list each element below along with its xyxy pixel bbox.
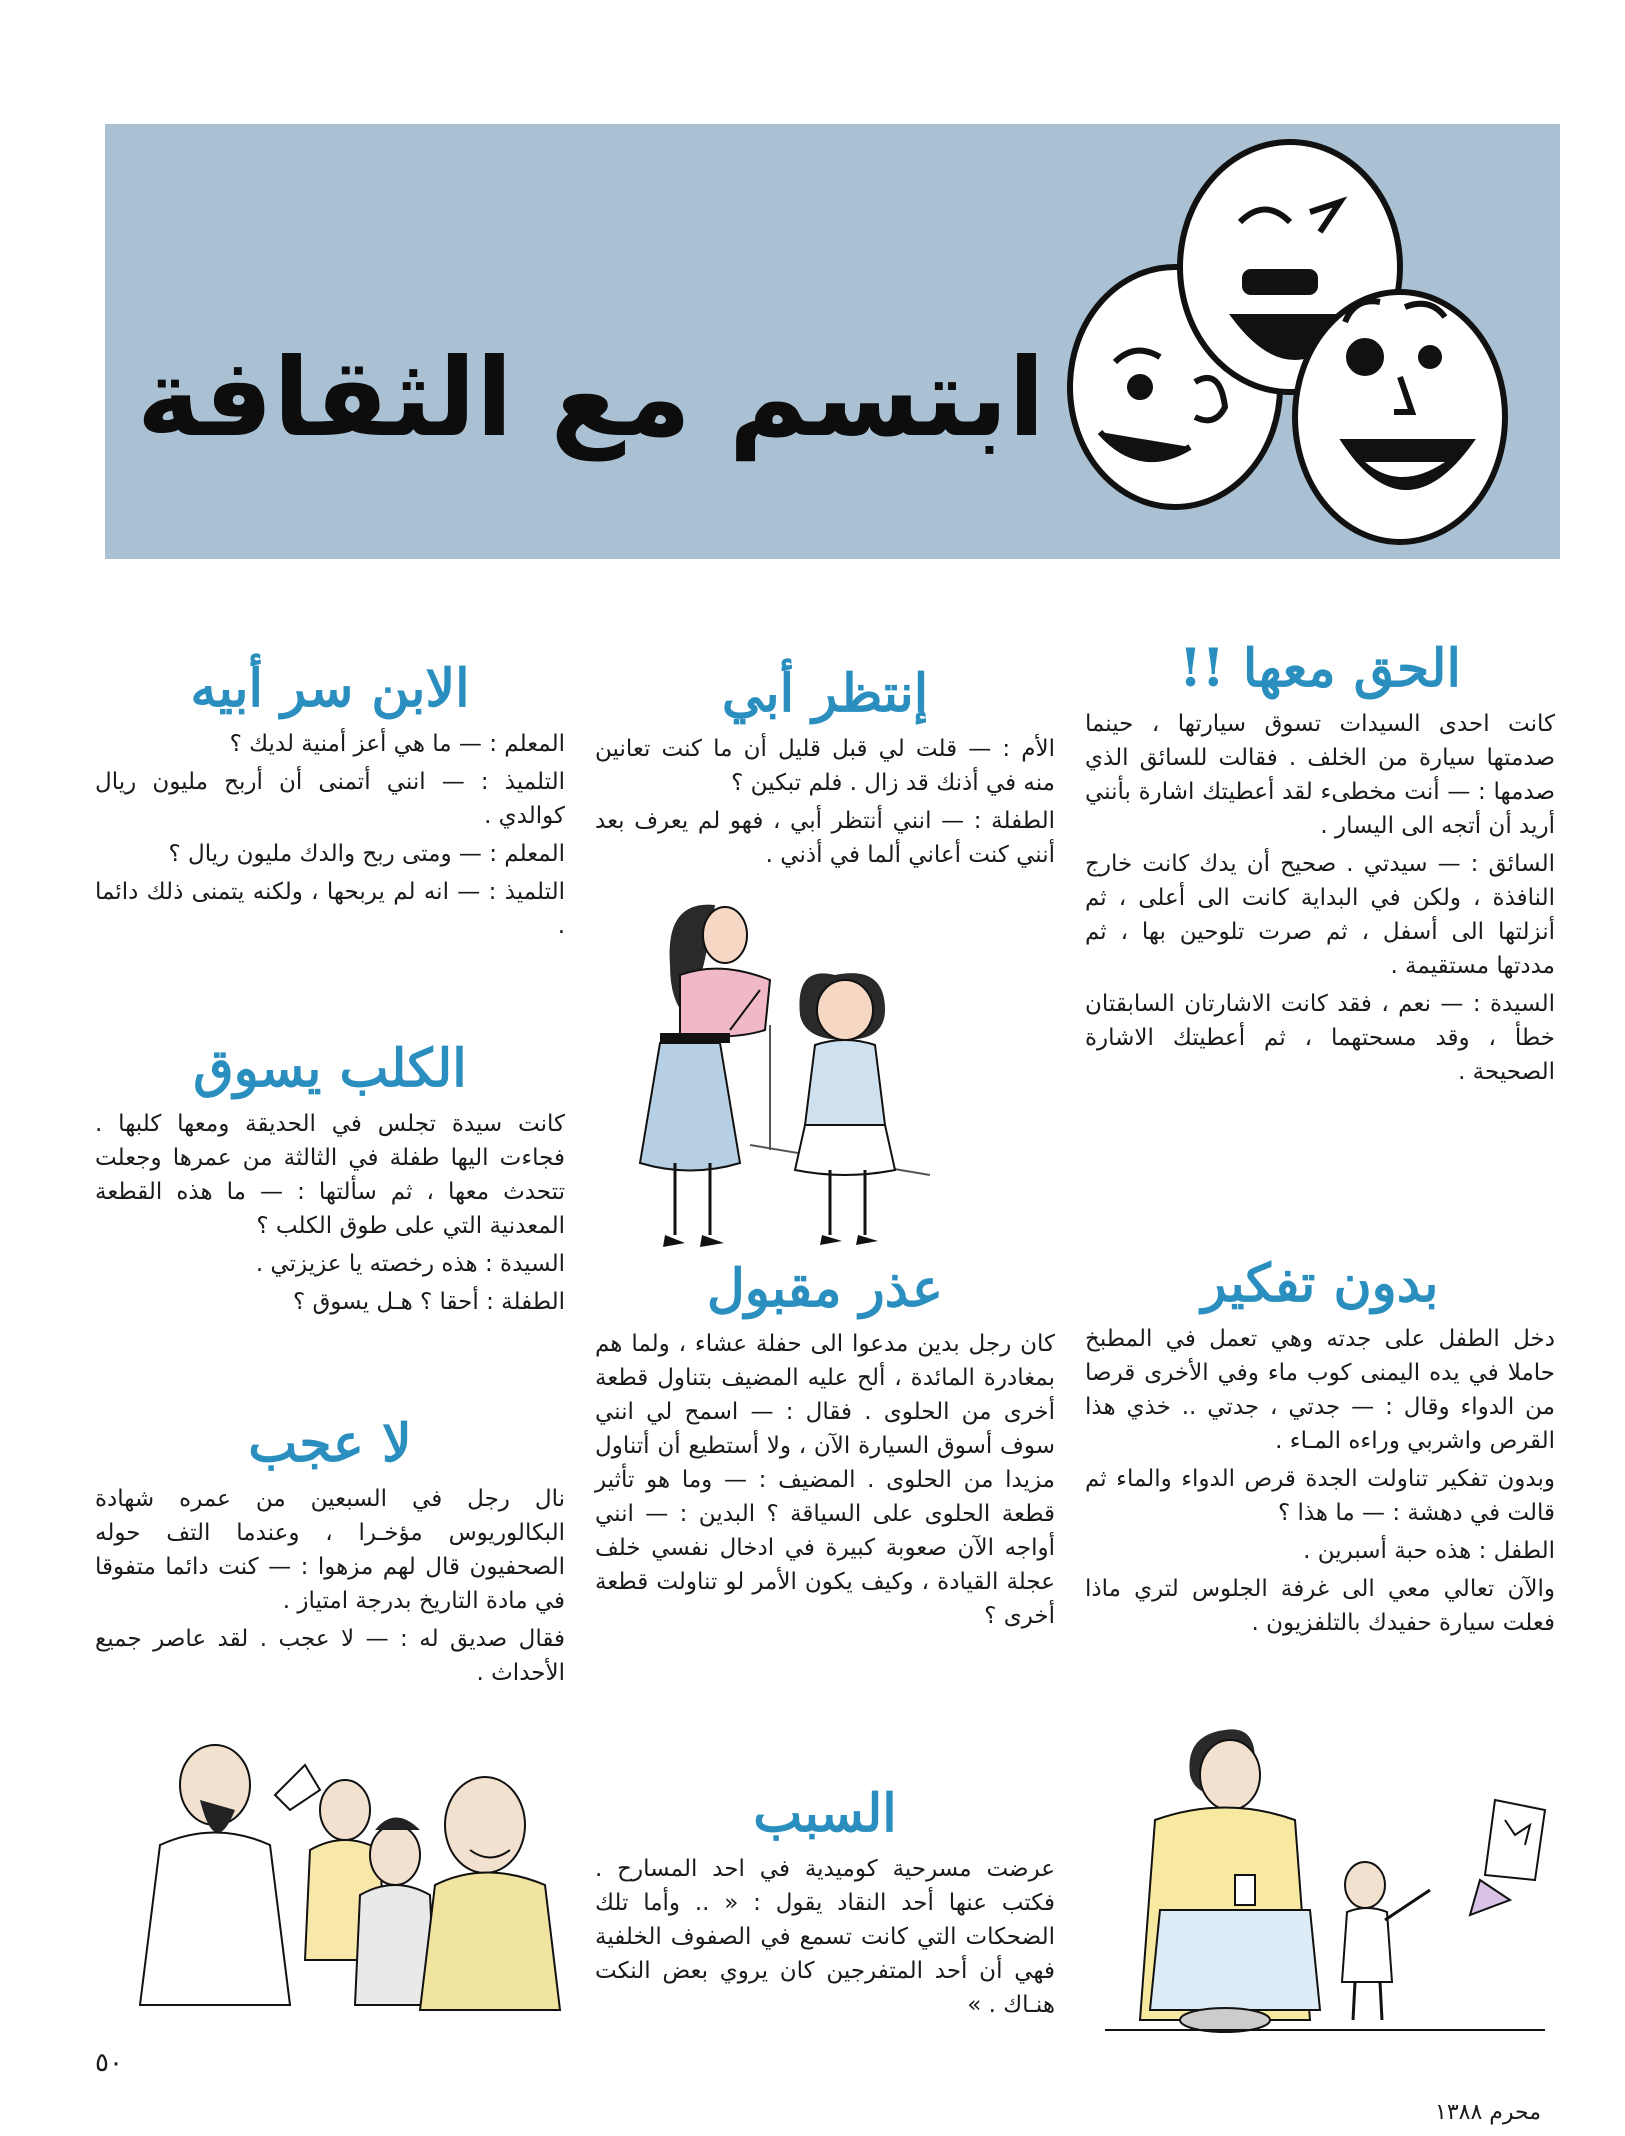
- story-paragraph: المعلم : — ومتى ربح والدك مليون ريال ؟: [168, 841, 565, 868]
- reporters-illustration: [130, 1725, 570, 2015]
- story-paragraph: الطفلة : — انني أنتظر أبي ، فهو لم يعرف بعد أنني كنت أعاني ألما في أذني .: [595, 808, 1055, 869]
- story-mid-bottom: [595, 1785, 1055, 2026]
- story-title: عذر مقبول: [706, 1258, 944, 1319]
- story-paragraph: عرضت مسرحية كوميدية في احد المسارح . فكتب عنها أحد النقاد يقول : « .. وأما تلك الضحكات التي كانت تسمع في الصفوف الخلفية فهي أن أحد المتفرجين كان يروي بعض النكت هنـاك . »: [595, 1856, 1055, 2019]
- story-paragraph: السائق : — سيدتي . صحيح أن يدك كانت خارج النافذة ، ولكن في البداية كانت الى أعلى ، ثم أنزلتها الى أسفل ، ثم صرت تلوحين بها ، ثم مددتها مستقيمة .: [1085, 851, 1555, 980]
- story-paragraph: التلميذ : — انني أتمنى أن أربح مليون ريال كوالدي .: [95, 769, 565, 830]
- story-right-top: [1085, 640, 1555, 1093]
- story-paragraph: الطفلة : أحقا ؟ هـل يسوق ؟: [292, 1289, 565, 1316]
- issue-date: محرم ١٣٨٨: [1435, 2100, 1542, 2125]
- story-title: لا عجب: [248, 1413, 412, 1474]
- story-paragraph: السيدة : هذه رخصته يا عزيزتي .: [255, 1251, 565, 1278]
- story-paragraph: التلميذ : — انه لم يربحها ، ولكنه يتمنى ذلك دائما .: [95, 879, 565, 940]
- mother-child-illustration: [630, 895, 960, 1285]
- story-paragraph: نال رجل في السبعين من عمره شهادة البكالوريوس مؤخـرا ، وعندما التف حوله الصحفيون قال لهم مزهوا : — كنت دائما متفوقا في مادة التاريخ بدرجة امتياز .: [95, 1486, 565, 1615]
- story-left-top: [95, 660, 565, 947]
- page-number: ٥٠: [95, 2048, 123, 2078]
- story-title: بدون تفكير: [1201, 1253, 1439, 1314]
- story-left-middle: [95, 1040, 565, 1323]
- story-title: السبب: [753, 1783, 897, 1844]
- story-right-bottom: [1085, 1255, 1555, 1644]
- story-paragraph: فقال صديق له : — لا عجب . لقد عاصر جميع الأحداث .: [95, 1626, 565, 1687]
- story-paragraph: الطفل : هذه حبة أسبرين .: [1303, 1538, 1555, 1565]
- header-banner: [105, 124, 1560, 559]
- story-paragraph: المعلم : — ما هي أعز أمنية لديك ؟: [229, 731, 565, 758]
- laughing-faces-illustration: [1045, 132, 1515, 552]
- story-paragraph: كان رجل بدين مدعوا الى حفلة عشاء ، ولما هم بمغادرة المائدة ، ألح عليه المضيف بتناول قطعة أخرى من الحلوى . فقال : — اسمح لي انني سوف أسوق السيارة الآن ، ولا أستطيع أن أتناول مزيدا من الحلوى . المضيف : — وما هو تأثير قطعة الحلوى على السياقة ؟ البدين : — انني أواجه الآن صعوبة كبيرة في ادخال نفسي خلف عجلة القيادة ، وكيف يكون الأمر لو تناولت قطعة أخرى ؟: [595, 1331, 1055, 1630]
- story-mid-top: [595, 665, 1055, 876]
- right-face: [1295, 292, 1505, 542]
- story-paragraph: السيدة : — نعم ، فقد كانت الاشارتان السابقتان خطأ ، وقد مسحتهما ، ثم أعطيتك الاشارة الصحيحة .: [1085, 991, 1555, 1086]
- story-left-bottom: [95, 1415, 565, 1694]
- story-paragraph: وبدون تفكير تناولت الجدة قرص الدواء والماء ثم قالت في دهشة : — ما هذا ؟: [1085, 1466, 1555, 1527]
- banner-title: ابتسم مع الثقافة: [136, 336, 1045, 461]
- story-title: الحق معها !!: [1179, 638, 1461, 699]
- story-paragraph: والآن تعالي معي الى غرفة الجلوس لتري ماذا فعلت سيارة حفيدك بالتلفزيون .: [1085, 1576, 1555, 1637]
- grandmother-kitchen-illustration: [1085, 1720, 1555, 2040]
- story-paragraph: الأم : — قلت لي قبل قليل أن ما كنت تعانين منه في أذنك قد زال . فلم تبكين ؟: [595, 736, 1055, 797]
- story-mid-middle: [595, 1260, 1055, 1637]
- story-paragraph: دخل الطفل على جدته وهي تعمل في المطبخ حاملا في يده اليمنى كوب ماء وفي الأخرى قرصا من الدواء وقال : — جدتي ، جدتي .. خذي هذا القرص واشربي وراءه المـاء .: [1085, 1326, 1555, 1455]
- story-title: إنتظر أبي: [721, 663, 929, 724]
- story-title: الابن سر أبيه: [190, 658, 470, 719]
- story-paragraph: كانت احدى السيدات تسوق سيارتها ، حينما صدمتها سيارة من الخلف . فقالت للسائق الذي صدمها : — أنت مخطىء لقد أعطيتك اشارة بأنني أريد أن أتجه الى اليسار .: [1085, 711, 1555, 840]
- story-paragraph: كانت سيدة تجلس في الحديقة ومعها كلبها . فجاءت اليها طفلة في الثالثة من عمرها وجعلت تتحدث معها ، ثم سألتها : — ما هذه القطعة المعدنية التي على طوق الكلب ؟: [95, 1111, 565, 1240]
- story-title: الكلب يسوق: [193, 1038, 467, 1099]
